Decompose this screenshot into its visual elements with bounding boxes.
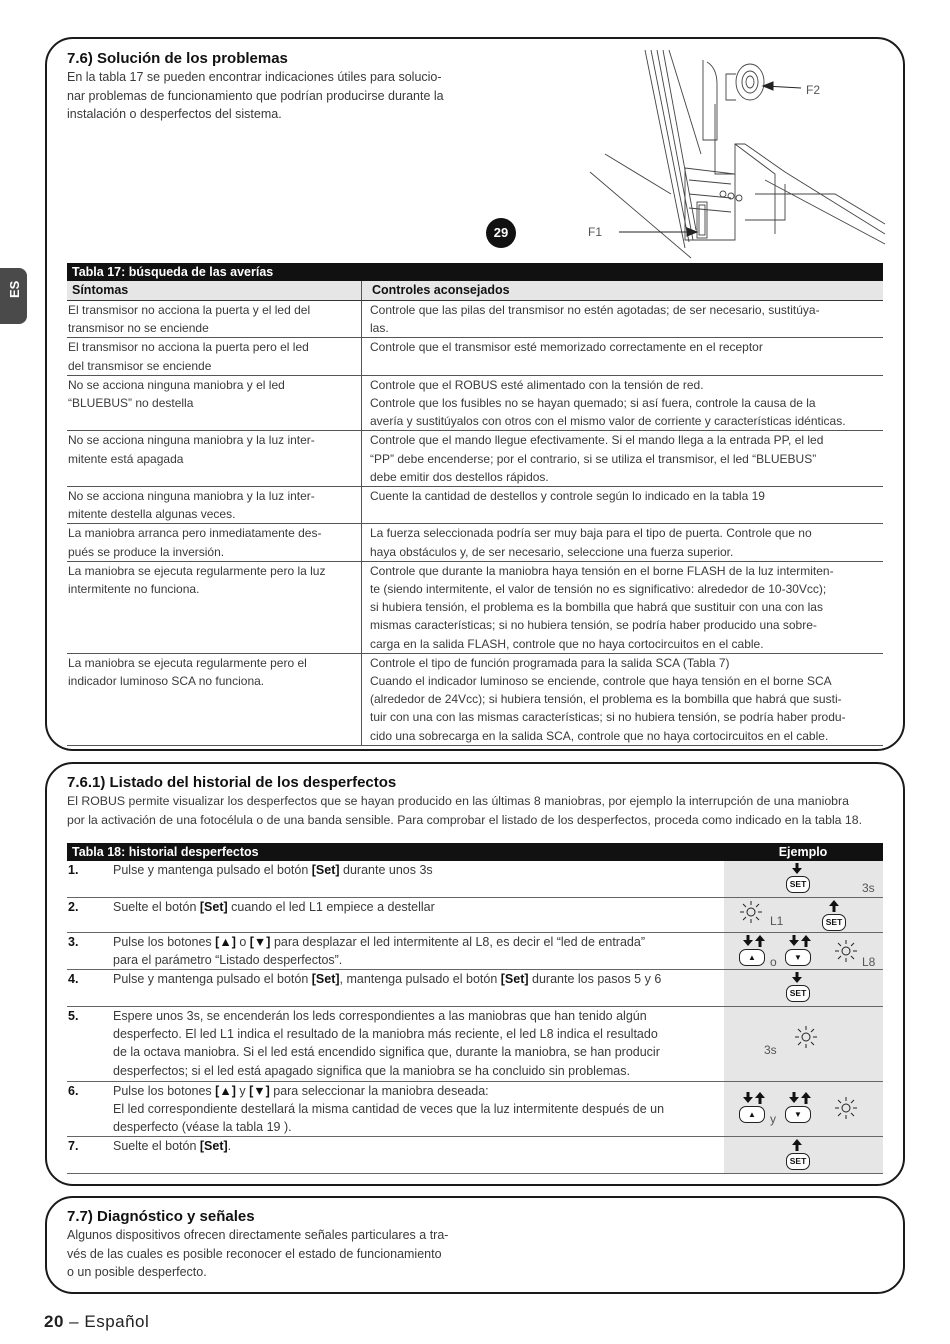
set-button-icon: SET — [786, 1153, 810, 1170]
symptom-line: No se acciona ninguna maniobra y la luz inter- — [68, 433, 315, 448]
step-text — [113, 970, 724, 1006]
example-cell — [724, 1007, 883, 1081]
step-line — [113, 861, 718, 879]
step-number: 2. — [68, 900, 79, 914]
set-button-icon: SET — [786, 985, 810, 1002]
check-cell — [362, 431, 883, 486]
step-line — [113, 970, 718, 988]
step-text-segment: para desplazar el led intermitente al L8, es decir el “led de entrada” — [270, 935, 645, 949]
step-text-segment: Suelte el botón — [113, 1139, 200, 1153]
check-line: carga en la salida FLASH, controle que no haya cortocircuitos en el cable. — [370, 636, 764, 651]
check-line: cido una sobrecarga en la salida SCA, controle que no haya cortocircuitos en el cable. — [370, 728, 829, 743]
example-cell — [724, 933, 883, 969]
step-number: 7. — [68, 1139, 79, 1153]
check-line: avería y sustitúyalos con otros con el mismo valor de corriente y características idénticas. — [370, 414, 846, 429]
step-text-segment: Pulse y mantenga pulsado el botón — [113, 863, 312, 877]
step-text — [113, 861, 724, 897]
check-line: debe emitir dos destellos rápidos. — [370, 469, 549, 484]
symptom-cell — [67, 524, 362, 560]
step-row — [67, 898, 883, 933]
step-text-segment: de la octava maniobra. Si el led está encendido significa que, durante la maniobra, se han producir — [113, 1045, 660, 1060]
section-7-6-1-intro — [67, 792, 897, 829]
section-7-7-title: 7.7) Diagnóstico y señales — [67, 1208, 255, 1225]
check-line: si hubiera tensión, el problema es la bombilla que habrá que sustituir con una con las — [370, 600, 823, 615]
step-number: 4. — [68, 972, 79, 986]
step-text-segment: para el parámetro “Listado desperfectos”. — [113, 953, 343, 968]
step-text — [113, 933, 724, 969]
arrow-up-icon — [800, 1092, 812, 1104]
step-text-segment: para seleccionar la maniobra deseada: — [269, 1084, 489, 1098]
intro-line: En la tabla 17 se pueden encontrar indicaciones útiles para solucio- — [67, 70, 442, 84]
up-button-icon: ▲ — [739, 1106, 765, 1123]
check-line: tuir con una con las mismas características; si no hubiera tensión, se podría haber produ- — [370, 710, 846, 725]
symptom-line: “BLUEBUS” no destella — [68, 396, 194, 411]
check-line: La fuerza seleccionada podría ser muy baja para el tipo de puerta. Controle que no — [370, 526, 812, 541]
section-7-7-text — [67, 1226, 487, 1282]
intro-line: por la activación de una fotocélula o de una banda sensible. Para comprobar el listado de los desperfectos, proceda como indicado en la tabla 18. — [67, 812, 863, 827]
fault-history-table — [67, 843, 883, 1174]
page-footer — [44, 1312, 149, 1332]
led-blink-icon — [739, 900, 763, 924]
down-button-icon: ▼ — [785, 949, 811, 966]
symptom-line: La maniobra se ejecuta regularmente pero el — [68, 655, 307, 670]
led-blink-icon — [834, 939, 858, 963]
symptom-cell — [67, 338, 362, 374]
symptom-line: intermitente no funciona. — [68, 582, 200, 597]
language-tab-label: ES — [7, 280, 22, 298]
step-line — [113, 1100, 718, 1118]
section-7-6-intro — [67, 68, 487, 124]
step-row — [67, 933, 883, 970]
step-text — [113, 898, 724, 932]
step-text-segment: durante los pasos 5 y 6 — [528, 972, 662, 986]
step-row — [67, 1007, 883, 1082]
table-18-body — [67, 861, 883, 1174]
check-line: Controle que el transmisor esté memorizado correctamente en el receptor — [370, 340, 763, 355]
troubleshooting-table — [67, 263, 883, 746]
table-17-body — [67, 301, 883, 746]
check-line: Cuente la cantidad de destellos y controle según lo indicado en la tabla 19 — [370, 489, 765, 504]
symptom-line: pués se produce la inversión. — [68, 544, 225, 559]
symptom-line: mitente destella algunas veces. — [68, 507, 236, 522]
fuse-location-drawing — [585, 44, 890, 260]
duration-label: 3s — [862, 881, 875, 895]
set-button-icon: SET — [822, 914, 846, 931]
language-tab — [0, 268, 27, 324]
example-cell — [724, 1137, 883, 1173]
table-row — [67, 562, 883, 654]
table-18-caption-row — [67, 843, 883, 861]
step-text-segment: desperfecto. El led L1 indica el resultado de la maniobra más reciente, el led L8 indica el resultado — [113, 1027, 658, 1042]
step-row — [67, 1082, 883, 1137]
table-row — [67, 524, 883, 561]
arrow-down-icon — [742, 935, 754, 947]
check-cell — [362, 487, 883, 523]
step-text — [113, 1007, 724, 1081]
down-button-icon: ▼ — [785, 1106, 811, 1123]
set-button-icon: SET — [786, 876, 810, 893]
intro-line: El ROBUS permite visualizar los desperfectos que se hayan producido en las últimas 8 maniobras, por ejemplo la interrupción de una maniobra — [67, 794, 849, 808]
intro-line: instalación o desperfectos del sistema. — [67, 107, 282, 121]
symptom-cell — [67, 654, 362, 745]
table-17-header-row — [67, 281, 883, 301]
step-text-segment: Suelte el botón — [113, 900, 200, 914]
step-number: 1. — [68, 863, 79, 877]
table-row — [67, 301, 883, 338]
symptom-line: No se acciona ninguna maniobra y la luz inter- — [68, 489, 315, 504]
step-text — [113, 1082, 724, 1136]
step-number: 5. — [68, 1009, 79, 1023]
up-button-icon: ▲ — [739, 949, 765, 966]
table-18-caption: Tabla 18: historial desperfectos — [72, 845, 259, 859]
arrow-up-icon — [754, 935, 766, 947]
step-line — [113, 1062, 718, 1080]
step-text-segment: , mantenga pulsado el botón — [339, 972, 501, 986]
key-reference: [▲] — [215, 935, 236, 949]
step-line — [113, 1025, 718, 1043]
symptom-line: indicador luminoso SCA no funciona. — [68, 674, 265, 689]
check-line: haya obstáculos y, de ser necesario, seleccione una fuerza superior. — [370, 544, 734, 559]
step-text-segment: El led correspondiente destellará la misma cantidad de veces que la luz intermitente después de un — [113, 1102, 665, 1117]
footer-dash: – — [69, 1312, 80, 1331]
check-line: Controle que las pilas del transmisor no estén agotadas; de ser necesario, sustitúya- — [370, 303, 820, 317]
arrow-down-icon — [742, 1092, 754, 1104]
symptom-cell — [67, 487, 362, 523]
symptom-line: mitente está apagada — [68, 451, 184, 466]
step-text-segment: . — [227, 1139, 232, 1153]
label-f1: F1 — [588, 225, 603, 239]
step-text-segment: cuando el led L1 empiece a destellar — [227, 900, 435, 914]
example-cell — [724, 861, 883, 897]
key-reference: [▼] — [249, 1084, 270, 1098]
check-line: Controle que los fusibles no se hayan quemado; si así fuera, controle la causa de la — [370, 396, 816, 411]
check-line: Cuando el indicador luminoso se enciende, controle que haya tensión en el borne SCA — [370, 674, 832, 689]
text-line: Algunos dispositivos ofrecen directamente señales particulares a tra- — [67, 1228, 449, 1242]
arrow-down-icon — [788, 1092, 800, 1104]
figure-number-badge: 29 — [486, 218, 516, 248]
key-reference: [▼] — [249, 935, 271, 949]
check-cell — [362, 654, 883, 745]
table-row — [67, 376, 883, 432]
check-cell — [362, 338, 883, 374]
symptom-cell — [67, 562, 362, 653]
symptom-line: del transmisor se enciende — [68, 358, 212, 373]
symptom-line: El transmisor no acciona la puerta y el led del — [68, 303, 311, 317]
table-row — [67, 431, 883, 487]
step-row — [67, 861, 883, 898]
check-line: Controle que el ROBUS esté alimentado con la tensión de red. — [370, 377, 704, 392]
step-text-segment: Pulse los botones — [113, 1084, 216, 1098]
step-text-segment: durante unos 3s — [339, 863, 433, 877]
label-f2: F2 — [806, 83, 821, 97]
check-cell — [362, 562, 883, 653]
key-reference: [Set] — [311, 863, 340, 877]
check-cell — [362, 524, 883, 560]
key-reference: [Set] — [199, 1139, 228, 1153]
check-line: (alrededor de 24Vcc); si hubiera tensión, el problema es la bombilla que habrá que susti- — [370, 692, 842, 707]
section-7-6-1-title: 7.6.1) Listado del historial de los desperfectos — [67, 774, 397, 791]
text-line: o un posible desperfecto. — [67, 1265, 207, 1279]
arrow-up-icon — [828, 900, 840, 912]
or-label: o — [770, 955, 777, 969]
arrow-up-icon — [791, 1139, 803, 1151]
table-row — [67, 338, 883, 375]
step-text-segment: Pulse los botones — [113, 935, 216, 949]
step-text-segment: Pulse y mantenga pulsado el botón — [113, 972, 312, 986]
step-line — [113, 898, 718, 916]
led-l8-label: L8 — [862, 955, 876, 969]
duration-label: 3s — [764, 1043, 777, 1057]
symptom-line: La maniobra se ejecuta regularmente pero la luz — [68, 563, 326, 578]
step-text — [113, 1137, 724, 1173]
column-header-checks: Controles aconsejados — [372, 283, 510, 297]
key-reference: [Set] — [311, 972, 340, 986]
key-reference: [Set] — [500, 972, 529, 986]
step-text-segment: o — [235, 935, 250, 949]
step-text-segment: y — [235, 1084, 250, 1098]
step-line — [113, 933, 718, 951]
led-blink-icon — [794, 1025, 818, 1049]
symptom-line: El transmisor no acciona la puerta pero el led — [68, 340, 309, 355]
table-17-caption: Tabla 17: búsqueda de las averías — [67, 263, 883, 281]
check-line: te (siendo intermitente, el valor de tensión no es significativo: alrededor de 10-30Vcc); — [370, 582, 827, 597]
key-reference: [▲] — [215, 1084, 236, 1098]
symptom-cell — [67, 431, 362, 486]
check-cell — [362, 301, 883, 337]
footer-language: Español — [84, 1312, 150, 1331]
key-reference: [Set] — [199, 900, 228, 914]
symptom-cell — [67, 301, 362, 337]
step-line — [113, 1007, 718, 1025]
step-line — [113, 1137, 718, 1155]
step-row — [67, 1137, 883, 1174]
check-line: Controle que el mando llegue efectivamente. Si el mando llega a la entrada PP, el led — [370, 433, 824, 448]
check-cell — [362, 376, 883, 431]
table-row — [67, 654, 883, 746]
step-number: 3. — [68, 935, 79, 949]
step-text-segment: Espere unos 3s, se encenderán los leds correspondientes a las maniobras que han tenido algún — [113, 1009, 647, 1023]
led-l1-label: L1 — [770, 914, 784, 928]
arrow-down-icon — [791, 972, 803, 984]
check-line: las. — [370, 321, 389, 336]
example-cell — [724, 1082, 883, 1136]
step-text-segment: desperfecto (véase la tabla 19 ). — [113, 1120, 292, 1135]
table-row — [67, 487, 883, 524]
led-blink-icon — [834, 1096, 858, 1120]
arrow-up-icon — [754, 1092, 766, 1104]
symptom-line: No se acciona ninguna maniobra y el led — [68, 377, 285, 392]
arrow-down-icon — [791, 863, 803, 875]
step-text-segment: desperfectos; si el led está apagado significa que la maniobra se ha concluido sin problemas. — [113, 1063, 630, 1078]
column-header-symptoms: Síntomas — [67, 281, 362, 300]
step-number: 6. — [68, 1084, 79, 1098]
symptom-line: La maniobra arranca pero inmediatamente des- — [68, 526, 322, 541]
text-line: vés de las cuales es posible reconocer el estado de funcionamiento — [67, 1246, 442, 1261]
check-line: Controle que durante la maniobra haya tensión en el borne FLASH de la luz intermiten- — [370, 563, 834, 578]
step-line — [113, 1082, 718, 1100]
arrow-up-icon — [800, 935, 812, 947]
check-line: Controle el tipo de función programada para la salida SCA (Tabla 7) — [370, 655, 730, 670]
check-line: “PP” debe encenderse; por el contrario, si se utiliza el transmisor, el led “BLUEBUS” — [370, 451, 817, 466]
check-line: mismas características; si no hubiera tensión, se podría haber producido una sobre- — [370, 618, 817, 633]
step-row — [67, 970, 883, 1007]
arrow-down-icon — [788, 935, 800, 947]
step-line — [113, 951, 718, 969]
step-line — [113, 1118, 718, 1136]
example-cell — [724, 970, 883, 1006]
symptom-cell — [67, 376, 362, 431]
symptom-line: transmisor no se enciende — [68, 321, 209, 336]
step-line — [113, 1043, 718, 1061]
page-number: 20 — [44, 1312, 64, 1331]
and-label: y — [770, 1112, 776, 1126]
example-cell — [724, 898, 883, 932]
example-column-header: Ejemplo — [778, 845, 828, 859]
section-7-6-title: 7.6) Solución de los problemas — [67, 50, 288, 67]
intro-line: nar problemas de funcionamiento que podrían producirse durante la — [67, 88, 444, 103]
